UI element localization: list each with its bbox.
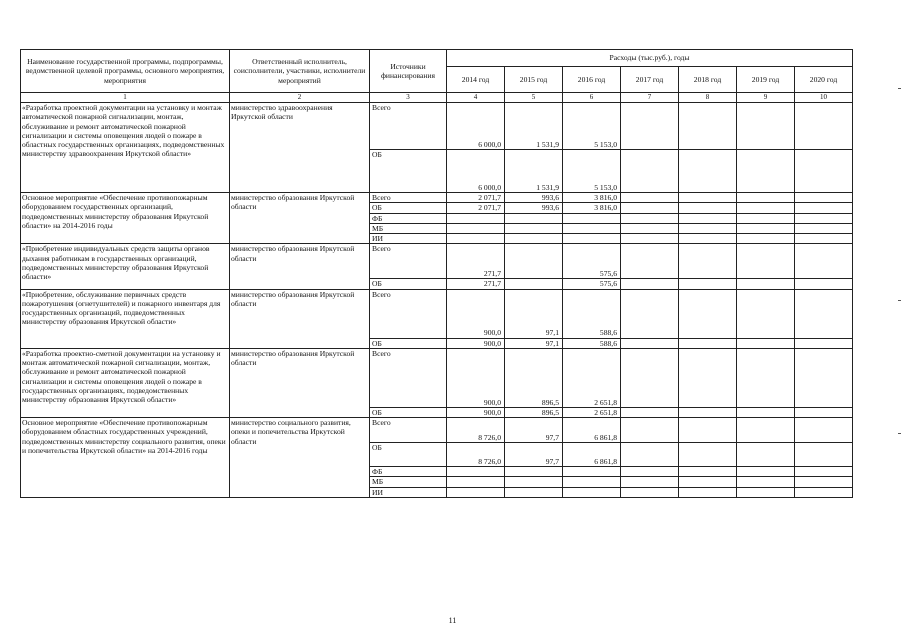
- funding-source: Всего: [370, 289, 447, 338]
- funding-source: ФБ: [370, 467, 447, 477]
- expense-value: [679, 223, 737, 233]
- header-expenses: Расходы (тыс.руб.), годы: [447, 50, 853, 67]
- edge-mark: [898, 300, 901, 301]
- funding-source: ОБ: [370, 203, 447, 213]
- expense-value: 588,6: [563, 289, 621, 338]
- expense-value: [621, 477, 679, 487]
- expense-value: [679, 213, 737, 223]
- header-year: 2015 год: [505, 67, 563, 93]
- expense-value: [795, 103, 853, 150]
- expense-value: 6 000,0: [447, 103, 505, 150]
- table-row: [21, 244, 853, 279]
- expense-value: 8 726,0: [447, 443, 505, 467]
- expense-value: 271,7: [447, 244, 505, 279]
- expense-value: [795, 443, 853, 467]
- expense-value: [679, 418, 737, 443]
- expense-value: [795, 477, 853, 487]
- expense-value: [737, 418, 795, 443]
- funding-source: ОБ: [370, 150, 447, 193]
- expense-value: [737, 407, 795, 417]
- expense-value: 588,6: [563, 338, 621, 348]
- executor-name: министерство образования Иркутской области: [230, 348, 370, 417]
- expense-value: [679, 193, 737, 203]
- activity-name: Основное мероприятие «Обеспечение противопожарным оборудованием государственных организаций, подведомственных министерству образования Иркутской области» на 2014-2016 годы: [21, 193, 230, 244]
- activity-name: «Приобретение, обслуживание первичных средств пожаротушения (огнетушителей) и пожарного инвентаря для государственных организаций, подведомственных министерству образования Иркутской области»: [21, 289, 230, 348]
- expense-value: [621, 150, 679, 193]
- expense-value: [621, 279, 679, 289]
- expense-value: [621, 213, 679, 223]
- header-year: 2020 год: [795, 67, 853, 93]
- funding-source: Всего: [370, 193, 447, 203]
- expense-value: [447, 487, 505, 497]
- expense-value: [505, 223, 563, 233]
- column-number: 5: [505, 93, 563, 103]
- expense-value: 271,7: [447, 279, 505, 289]
- executor-name: министерство социального развития, опеки и попечительства Иркутской области: [230, 418, 370, 498]
- expense-value: [795, 467, 853, 477]
- expense-value: [679, 467, 737, 477]
- table-row: [21, 193, 853, 203]
- activity-name: «Разработка проектной документации на установку и монтаж автоматической пожарной сигнализации, монтаж, обслуживание и ремонт автоматической пожарной сигнализации и системы оповещения людей о пожаре в областных государственных организациях, подведомственных министерству здравоохранения Иркутской области»: [21, 103, 230, 193]
- expense-value: [679, 289, 737, 338]
- expense-value: 1 531,9: [505, 103, 563, 150]
- expense-value: [621, 418, 679, 443]
- expense-value: [679, 487, 737, 497]
- funding-source: МБ: [370, 223, 447, 233]
- expense-value: 896,5: [505, 407, 563, 417]
- expense-value: 97,7: [505, 418, 563, 443]
- expense-value: [621, 289, 679, 338]
- funding-source: Всего: [370, 103, 447, 150]
- column-number: 10: [795, 93, 853, 103]
- expense-value: 575,6: [563, 279, 621, 289]
- header-year: 2019 год: [737, 67, 795, 93]
- expense-value: [737, 467, 795, 477]
- expense-value: [679, 477, 737, 487]
- expense-value: [737, 150, 795, 193]
- executor-name: министерство образования Иркутской области: [230, 244, 370, 289]
- expense-value: 3 816,0: [563, 203, 621, 213]
- column-number: 1: [21, 93, 230, 103]
- table-row: [21, 348, 853, 407]
- expense-value: [737, 443, 795, 467]
- expense-value: 2 071,7: [447, 203, 505, 213]
- expense-value: 2 651,8: [563, 407, 621, 417]
- expense-value: [505, 213, 563, 223]
- expense-value: 3 816,0: [563, 193, 621, 203]
- expense-value: [505, 279, 563, 289]
- funding-source: ОБ: [370, 443, 447, 467]
- expense-value: [737, 234, 795, 244]
- expense-value: 5 153,0: [563, 103, 621, 150]
- expense-value: [621, 193, 679, 203]
- expense-value: [621, 203, 679, 213]
- funding-source: ФБ: [370, 213, 447, 223]
- executor-name: министерство здравоохранения Иркутской области: [230, 103, 370, 193]
- funding-source: Всего: [370, 244, 447, 279]
- expense-value: [621, 348, 679, 407]
- expense-value: [505, 467, 563, 477]
- expense-value: [679, 407, 737, 417]
- expense-value: [621, 487, 679, 497]
- expense-value: [737, 477, 795, 487]
- budget-table: [20, 49, 853, 498]
- expense-value: 6 861,8: [563, 418, 621, 443]
- expense-value: [679, 103, 737, 150]
- expense-value: 97,7: [505, 443, 563, 467]
- header-source: Источники финансирования: [370, 50, 447, 93]
- funding-source: Всего: [370, 418, 447, 443]
- funding-source: ОБ: [370, 338, 447, 348]
- expense-value: [795, 487, 853, 497]
- header-year: 2017 год: [621, 67, 679, 93]
- expense-value: [505, 234, 563, 244]
- funding-source: ОБ: [370, 407, 447, 417]
- expense-value: 900,0: [447, 407, 505, 417]
- header-year: 2016 год: [563, 67, 621, 93]
- expense-value: [505, 244, 563, 279]
- column-number: 8: [679, 93, 737, 103]
- activity-name: Основное мероприятие «Обеспечение противопожарным оборудованием областных государственных учреждений, подведомственных министерству социального развития, опеки и попечительства Иркутской области» на 2014-2016 годы: [21, 418, 230, 498]
- expense-value: [563, 213, 621, 223]
- executor-name: министерство образования Иркутской области: [230, 289, 370, 348]
- expense-value: 97,1: [505, 289, 563, 338]
- edge-mark: [898, 433, 901, 434]
- expense-value: [447, 223, 505, 233]
- expense-value: [795, 418, 853, 443]
- expense-value: 2 651,8: [563, 348, 621, 407]
- expense-value: [795, 279, 853, 289]
- expense-value: 900,0: [447, 338, 505, 348]
- header-name: Наименование государственной программы, подпрограммы, ведомственной целевой программы, основного мероприятия, мероприятия: [21, 50, 230, 93]
- expense-value: [679, 150, 737, 193]
- expense-value: [795, 213, 853, 223]
- expense-value: [621, 443, 679, 467]
- expense-value: [621, 234, 679, 244]
- expense-value: [563, 234, 621, 244]
- activity-name: «Разработка проектно-сметной документации на установку и монтаж автоматической пожарной сигнализации, монтаж, обслуживание и ремонт автоматической пожарной сигнализации и системы оповещения людей о пожаре в государственных организациях, подведомственных министерству образования Иркутской области»: [21, 348, 230, 417]
- expense-value: [621, 467, 679, 477]
- expense-value: [447, 213, 505, 223]
- expense-value: [679, 279, 737, 289]
- expense-value: [621, 407, 679, 417]
- column-number: 7: [621, 93, 679, 103]
- expense-value: [737, 487, 795, 497]
- expense-value: [621, 103, 679, 150]
- expense-value: [679, 234, 737, 244]
- expense-value: [505, 477, 563, 487]
- expense-value: 6 861,8: [563, 443, 621, 467]
- funding-source: ОБ: [370, 279, 447, 289]
- expense-value: [679, 338, 737, 348]
- expense-value: [679, 244, 737, 279]
- expense-value: [795, 193, 853, 203]
- table-row: [21, 289, 853, 338]
- expense-value: [621, 244, 679, 279]
- header-executor: Ответственный исполнитель, соисполнители, участники, исполнители мероприятий: [230, 50, 370, 93]
- expense-value: [795, 234, 853, 244]
- column-number: 9: [737, 93, 795, 103]
- expense-value: [795, 244, 853, 279]
- table-row: [21, 418, 853, 443]
- expense-value: [447, 234, 505, 244]
- expense-value: [505, 487, 563, 497]
- expense-value: [795, 150, 853, 193]
- expense-value: 5 153,0: [563, 150, 621, 193]
- expense-value: [737, 289, 795, 338]
- expense-value: [621, 223, 679, 233]
- expense-value: 8 726,0: [447, 418, 505, 443]
- expense-value: [737, 213, 795, 223]
- expense-value: 575,6: [563, 244, 621, 279]
- expense-value: [737, 244, 795, 279]
- expense-value: 900,0: [447, 348, 505, 407]
- expense-value: [447, 477, 505, 487]
- expense-value: [563, 467, 621, 477]
- column-number: 2: [230, 93, 370, 103]
- expense-value: 900,0: [447, 289, 505, 338]
- expense-value: [737, 203, 795, 213]
- expense-value: [737, 348, 795, 407]
- table-body: [21, 103, 853, 498]
- expense-value: [795, 203, 853, 213]
- funding-source: Всего: [370, 348, 447, 407]
- expense-value: [621, 338, 679, 348]
- expense-value: [795, 289, 853, 338]
- executor-name: министерство образования Иркутской области: [230, 193, 370, 244]
- funding-source: ИИ: [370, 234, 447, 244]
- column-number: 3: [370, 93, 447, 103]
- funding-source: МБ: [370, 477, 447, 487]
- expense-value: [795, 223, 853, 233]
- header-year: 2014 год: [447, 67, 505, 93]
- expense-value: [737, 103, 795, 150]
- funding-source: ИИ: [370, 487, 447, 497]
- expense-value: [795, 338, 853, 348]
- expense-value: [563, 477, 621, 487]
- page-number: 11: [448, 616, 457, 625]
- activity-name: «Приобретение индивидуальных средств защиты органов дыхания работникам в государственных организаций, подведомственных министерству образования Иркутской области»: [21, 244, 230, 289]
- expense-value: 2 071,7: [447, 193, 505, 203]
- expense-value: [447, 467, 505, 477]
- edge-mark: [898, 88, 901, 89]
- expense-value: 896,5: [505, 348, 563, 407]
- expense-value: 1 531,9: [505, 150, 563, 193]
- header-year: 2018 год: [679, 67, 737, 93]
- expense-value: [795, 348, 853, 407]
- expense-value: [795, 407, 853, 417]
- expense-value: [737, 338, 795, 348]
- expense-value: [679, 203, 737, 213]
- expense-value: [679, 443, 737, 467]
- expense-value: [563, 223, 621, 233]
- table-row: [21, 103, 853, 150]
- expense-value: [563, 487, 621, 497]
- expense-value: [737, 193, 795, 203]
- expense-value: 6 000,0: [447, 150, 505, 193]
- expense-value: [737, 279, 795, 289]
- column-number: 4: [447, 93, 505, 103]
- expense-value: [679, 348, 737, 407]
- column-number: 6: [563, 93, 621, 103]
- expense-value: 993,6: [505, 203, 563, 213]
- expense-value: [737, 223, 795, 233]
- expense-value: 993,6: [505, 193, 563, 203]
- expense-value: 97,1: [505, 338, 563, 348]
